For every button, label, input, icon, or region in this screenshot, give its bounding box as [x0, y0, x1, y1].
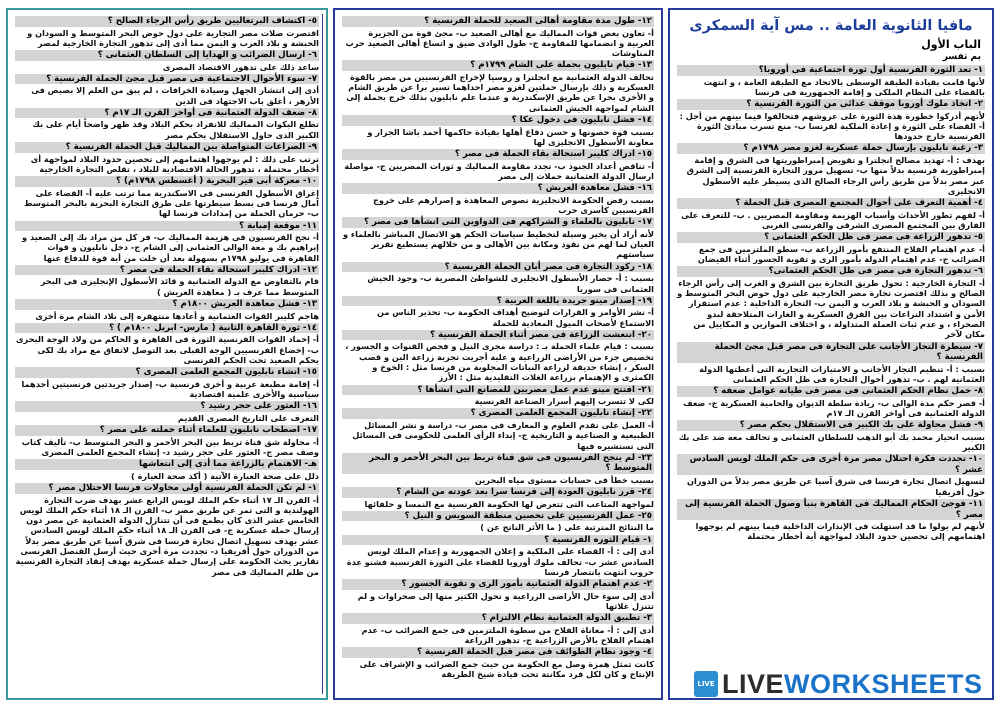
qa-item [15, 323, 319, 365]
qa-item [342, 60, 654, 113]
qa-item [677, 65, 985, 97]
qa-item [677, 232, 985, 264]
answer-text: أ- تناقص أعداد الجنود ب- تجدد مقاومة المماليك و ثورات المصريين ج- مواصلة ارسال الدولة العثمانية حملات إلى مصر [344, 160, 654, 181]
question-heading: ٢١- افتتح مينو عدم عمل مصريين للمصانع التى انشأها ؟ [342, 385, 654, 396]
question-heading: ١١- فوجئ الحكام المماليك فى القاهرة بنبأ وصول الحملة الفرنسية إلى مصر ؟ [677, 499, 985, 520]
question-heading: ١٥- انشاء نابليون المجمع العلمى المصرى ؟ [15, 367, 319, 378]
question-heading: ٦- تدهور التجارة فى مصر فى ظل الحكم العثمانى؟ [677, 266, 985, 277]
answer-text: هاجم كليبر القوات العثمانية و أعادها منتهقره إلى بلاد الشام مرة أخرى [35, 310, 319, 321]
qa-item [15, 265, 319, 297]
logo-text [722, 669, 983, 700]
question-heading: ٦- ارسال الضرائب و الهدايا إلى السلطان العثمانى ؟ [15, 50, 319, 61]
answer-text: بسبب : أ- تنظيم التجار الأجانب و الامتيازات التجارية التى أعطتها الدولة العثمانية لهم . ب- تدهور أحوال التجارة فى ظل الحكم العثمانى [699, 363, 985, 384]
question-heading: ٤- وجود نظام الطوائف فى مصر قبل الحملة الفرنسية ؟ [342, 647, 654, 658]
question-heading: ١٧- نابليون بالعلماء و الشراكهم فى الدواوين التى انشأها فى مصر ؟ [342, 217, 654, 228]
question-heading: ١٧- اصطحاب نابليون للعلماء أثناء حملته على مصر ؟ [15, 425, 319, 436]
answer-text: ما النتائج المترتبة على ( ما الأثر الناتج عن ) [480, 522, 654, 533]
qa-list [342, 16, 654, 679]
qa-item [342, 385, 654, 407]
question-heading: ١٦- فشل معاهدة العريش ؟ [342, 183, 654, 194]
qa-item [342, 408, 654, 450]
badge-text: LIVE [697, 680, 715, 688]
question-heading: ٢- اتخاذ ملوك أوروبا موقف عدائى من الثورة الفرنسية ؟ [677, 99, 985, 110]
liveworksheets-logo [694, 670, 994, 698]
qa-item [15, 459, 319, 481]
qa-item [15, 74, 319, 106]
qa-item [15, 176, 319, 218]
qa-item [15, 16, 319, 48]
qa-item [15, 299, 319, 321]
question-heading: ٢٠- انتعشت الزراعة فى مصر أثناء الحملة الفرنسية ؟ [342, 330, 654, 341]
qa-item [342, 217, 654, 259]
question-heading: ١٢- ادراك كليبر استحالة بقاء الحملة فى مصر ؟ [15, 265, 319, 276]
qa-item [15, 425, 319, 457]
question-heading: ٧- سيطرة التجار الأجانب على التجارة فى مصر قبل مجئ الحملة الفرنسية ؟ [677, 342, 985, 363]
answer-text: أدى إلى : أ- القضاء على الملكية و إعلان الجمهورية و إعدام الملك لويس السادس عشر ب- تحالف ملوك أوروبا للقضاء على الثورة الفرنسية فشنو عدة حروب انتهت بانتصار فرنسا [346, 546, 654, 577]
question-heading: ١- تعد الثورة الفرنسية أول ثورة اجتماعية فى أوروبا؟ [677, 65, 985, 76]
qa-item [677, 420, 985, 452]
answer-text: أ- قصر حكم مدة الوالى ب- زيادة سلطة الديوان والحامية العسكرية ج- ضعف الدولة العثمانية فى أواخر القرن الـ ١٧م [683, 397, 985, 419]
answer-text: لأنها قامت بقيادة الطبقة الوسطى بالاتحاد مع الطبقة العامة ، و انتهت بالقضاء على النظام الملكى و إقامة الجمهورية فى فرنسا [703, 76, 985, 97]
qa-item [677, 386, 985, 418]
question-heading: ٢٢- إنشاء نابليون المجمع العلمى المصرى ؟ [342, 408, 654, 419]
qa-item [677, 499, 985, 542]
answer-text: أدى إلى انتشار الجهل وسيادة الخرافات ، لم يبق من العلم إلا بصيص فى الأزهر ، أغلق باب الاجتهاد فى الدين [31, 85, 319, 106]
chapter-heading: الباب الأول [921, 38, 981, 51]
question-heading: ١٣- قيام نابليون بحملة على الشام ١٧٩٩م ؟ [342, 60, 654, 71]
right-column [668, 8, 994, 700]
answer-text: ترتب على ذلك : لم يوجهوا اهتمامهم إلى تحصين حدود البلاد لمواجهة أى أخطار محتملة ، تدهور الحالة الاقتصادية للبلاد ، تقلص التجارة الخارجية [30, 153, 319, 174]
answer-text: بهدف : أ- تهديد مصالح انجلترا و تقويض إمبراطوريتها فى الشرق و إقامة إمبراطورية فرنسية بدلاً منها ب- تسهيل مرور التجارة الفرنسية إلى الشرق عبر مصر بدلاً من طريق رأس الرجاء الصالح الذى يسيطر عليه الأسطول الانجليزى [686, 154, 985, 196]
answer-text: أ- القرن الـ ١٧ أثناء حكم الملك لويس الرابع عشر بهدف ضرب التجارة الهولندية و التى تمر عن طريق مصر ب- القرن الـ ١٨ أثناء حكم الملك لويس الخامس عشر الذى كان يطمع فى أن تتنازل الدولة العثمانية عن مصر دون إرسال حملة عسكرية ج- فى القرن الـ ١٨ أثناء حكم الملك لويس السادس عشر بهدف تسهيل اتصال تجارة فرنسا فى شرق آسيا عن طريق مصر بدلاً من الدوران حول أفريقيا د- تجددت مرة أخرى حيث أرسل القنصل الفرنسى تقارير يحث الحكومة على إرسال حملة عسكرية بهدف إنقاذ التجارة الفرنسية من ظلم المماليك فى مصر [15, 494, 319, 577]
qa-item [677, 454, 985, 497]
column-divider [322, 14, 323, 694]
logo-text-live: LIVE [722, 668, 785, 699]
answer-text: كانت تمثل همزة وصل مع الحكومة من حيث جمع الضرائب و الإشراف على الإنتاج و كان لكل فرد مكانتة تحت قيادة شيخ الطريقة [359, 658, 654, 680]
answer-text: إغراق الأسطول الفرنسى فى الاسكندرية مما ترتب عليه أ- القضاء على آمال فرنسا فى بسط سيطرتها على طرق التجارة البحرية بالبحر المتوسط ب- حرمان الحملة من إمدادات فرنسا لها [24, 187, 319, 219]
answer-text: اقتصرت صلات مصر التجارية على دول حوض البحر المتوسط و السودان و الحبشة و بلاد العرب و اليمن مما أدى إلى تدهور التجارة الخارجية لمصر [27, 27, 319, 48]
qa-item [342, 613, 654, 645]
question-heading: ٢٥- عمل الفرنسيين على تحصين منطقة السويس و النيل ؟ [342, 511, 654, 522]
qa-item [342, 296, 654, 328]
answer-text: تحالف الدولة العثمانية مع انجلترا و روسيا لإخراج الفرنسيين من مصر بالقوة العسكرية و ذلك بإرسال حملتين لغزو مصر احداهما تسير برا عن طريق الشام و الأخرى بحرا عن طريق الإسكندرية و عندما علم نابليون بذلك خرج بحملة إلى الشام لمواجهة الجيش العثمانى [346, 71, 654, 113]
question-heading: ١٨- ركود التجارة فى مصر أبان الحملة الفرنسية ؟ [342, 262, 654, 273]
qa-list [15, 16, 319, 577]
qa-item [15, 221, 319, 263]
answer-text: بسبب : أ- حصار الأسطول الانجليزى للشواطئ المصرية ب- وجود الجيش العثمانى فى سوريا [367, 273, 654, 294]
qa-item [677, 198, 985, 230]
answer-text: ساعد ذلك على تدهور الاقتصاد المصرى [162, 61, 319, 72]
answer-text: لمواجهة المتاعب التى تتعرض لها الحكومة الفرنسية مع النمسا و حلفائها [364, 498, 654, 509]
answer-text: التعرف على التاريخ المصرى القديم [177, 412, 319, 423]
question-heading: ٨- حمل نظام الحكم العثمانى فى مصر فى طياته عوامل ضعفه ؟ [677, 386, 985, 397]
liveworksheets-badge-icon [694, 671, 718, 697]
question-heading: ٤- أهمية التعرف على أحوال المجتمع المصرى قبل الحملة ؟ [677, 198, 985, 209]
question-heading: ١٣- فشل معاهدة العريش ١٨٠٠م ؟ [15, 299, 319, 310]
answer-text: بسبب قوة حصونها و حسن دفاع أهلها بقيادة حاكمها أحمد باشا الجزار و معاونة الأسطول الانجليزى لها [367, 126, 654, 147]
qa-item [342, 262, 654, 294]
qa-item [677, 143, 985, 196]
qa-item [15, 142, 319, 174]
question-heading: ٣- تطبيق الدولة العثمانية نظام الالتزام ؟ [342, 613, 654, 624]
qa-item [342, 647, 654, 679]
answer-text: أدى إلى : أ- معاناة الفلاح من سطوة الملتزمين فى جمع الضرائب ب- عدم اهتمام الفلاح بالأرض الزراعية ج- تدهور الزراعة [361, 624, 654, 645]
answer-text: بسبب خطأ فى حسابات مستوى مياه البحرين [474, 474, 654, 485]
qa-item [342, 487, 654, 509]
qa-item [342, 511, 654, 533]
answer-text: أ- تعاون بعض قوات المماليك مع أهالى الصعيد ب- مجئ قوة من الجزيرة العربية و انضمامها للمقاومة ج- طول الوادى ضيق و اتساع أهالى الصعيد حرب المناوشات [345, 27, 654, 59]
question-heading: ٢- عدم اهتمام الدولة العثمانية بأمور الرى و تقوية الجسور ؟ [342, 579, 654, 590]
question-heading: ١٠- معركة أبى قير البحرية ( أغسطس ١٧٩٨م) ؟ [15, 176, 319, 187]
answer-text: لأنهم لم يولوا ما قد استهلت فى الإنذارات الداخلية فيما بينهم لم يوجهوا اهتمامهم إلى تحصين حدود البلاد لمواجهة أية أخطار محتملة [695, 521, 985, 542]
answer-text: لتسهيل اتصال تجارة فرنسا فى شرق آسيا عن طريق مصر بدلاً من الدوران حول أفريقيا [686, 476, 985, 497]
answer-text: بسبب رفض الحكومة الانجليزية نصوص المعاهدة و إصرارهم على خروج الفرنسيين كأسرى حرب [372, 194, 654, 216]
question-heading: ٣- رغبة نابليون بإرسال حملة عسكرية لغزو مصر ١٧٩٨م ؟ [677, 143, 985, 154]
qa-item [677, 266, 985, 339]
qa-item [342, 115, 654, 147]
question-heading: ١٦- العثور على حجر رشيد ؟ [15, 401, 319, 412]
question-heading: ١١- موقعة إمبابة ؟ [15, 221, 319, 232]
qa-item [15, 483, 319, 577]
question-heading: ٥- تدهور الزراعة فى مصر فى ظل الحكم العثمانى ؟ [677, 232, 985, 243]
qa-item [342, 579, 654, 611]
qa-item [15, 401, 319, 423]
qa-item [342, 453, 654, 485]
answer-text: أ- إقامة مطبعة عربية و أخرى فرنسية ب- إصدار جريدتين فرنسيتين أحدهما سياسية والأخرى علمية اقتصادية [21, 378, 319, 400]
qa-item [15, 108, 319, 140]
qa-item [342, 149, 654, 181]
answer-text: أ- عدم اهتمام الفلاح المنتفع بأمور الزراعة ب- سطو الملتزمين فى جمع الضرائب ج- عدم اهتمام الدولة بأمور الرى و تقوية الجسور أثناء الفيضان [697, 243, 985, 265]
answer-text: قام بالتفاوض مع الدولة العثمانية و قائد الأسطول الإنجليزى فى البحر المتوسط مما عرف بـ ( معاهدة العريش ) [40, 276, 319, 297]
qa-item [15, 367, 319, 399]
question-heading: ٩- فشل محاولة على بك الكبير فى الاستقلال بحكم مصر ؟ [677, 420, 985, 431]
answer-text: دلل على صحة العبارة الآتية ( أكد صحة العبارة ) [130, 470, 319, 481]
question-heading: ١٤- فشل نابليون فى دخول عكا ؟ [342, 115, 654, 126]
middle-column [333, 8, 663, 700]
answer-text: تطلع البكوات المماليك للانفراد بحكم البلاد وقد ظهر واضحاً أيام على بك الكبير الذى حاول الاستقلال بحكم مصر [32, 119, 319, 140]
answer-text: لأنهم أدركوا خطورة هذة الثورة على عروشهم فتحالفوا فيما بينهم من أجل : أ- القضاء على الثورة و إعادة الملكية لفرنسا ب- منع تسرب مبادئ الثورة الفرنسية خارج حدودها [679, 110, 985, 142]
page-title: مافيا الثانوية العامة .. مس آية السمكرى [689, 18, 973, 34]
question-heading: ٧- سوء الأحوال الاجتماعية فى مصر قبل مجئ الحملة الفرنسية ؟ [15, 74, 319, 85]
qa-list [677, 65, 985, 542]
answer-text: بسبب : قيام علماء الحملة بـ : دراسة مجرى النيل و فحص القنوات و الجسور ، تخصيص جزء من الأراضى الزراعية و علية أجريت تجربة زراعة البن و قصب السكر ، إنشاء حديقة لزراعة النباتات المجلوبة من فرنسا مثل : الخوخ و الكمثرى و الإهتمام بزراعة الغلات التقليدية مثل : الأرز [345, 341, 654, 383]
answer-text: أ- العمل على تقدم العلوم و المعارف فى مصر ب- دراسة و نشر المسائل الطبيعية و الصناعية و التاريخية ج- إبداء الرأى العلمى للحكومى فى المسائل التى تستشيره فيها [352, 419, 654, 451]
qa-item [342, 183, 654, 215]
question-heading: ١٩- إصدار مينو جريدة باللغة العربية ؟ [342, 296, 654, 307]
qa-item [677, 99, 985, 141]
answer-text: لأنه أراد أن يخير وسيلة لتخطيط سياسات الحكم هو الاتصال المباشر بالعلماء و العيان لما لهم من نفوذ ومكانة بين الأهالى و من خلالهم يستطيع تقرير سياستهم [342, 228, 654, 260]
qa-item [342, 330, 654, 383]
question-heading: ١- قيام الثوره الفرنسية ؟ [342, 535, 654, 546]
answer-text: أ- إخماد القوات الفرنسية الثورة فى القاهرة و الحاكم من ولاد الوجة البحرى ب- إخضاع الفرنسيين الوجة القبلى بعد التوصل لاتفاق مع مراد بك لكى يحكم الصعيد تحت الحكم الفرنسى [16, 334, 319, 365]
qa-item [342, 535, 654, 577]
answer-text: لكى لا تتسرب إليهم أسرار الصناعة الفرنسية [474, 396, 654, 407]
question-heading: ٥- اكتشاف البرتغاليين طريق رأس الرجاء الصالح ؟ [15, 16, 319, 27]
answer-text: أدى إلى سوء حال الأراضى الزراعية و تحول الكثير منها إلى صحراوات و لم تتنزل غلاتها [357, 590, 654, 611]
question-heading: ١٤- ثورة القاهرة الثانية ( مارس- ابريل ١٨٠٠م ) ؟ [15, 323, 319, 334]
question-heading: ١- لم تكن الحملة الفرنسية أولى محاولات فرنسا الاحتلال مصر ؟ [15, 483, 319, 494]
qa-item [15, 50, 319, 72]
answer-text: أ- محاولة شق قناة تربط بين البحر الأحمر و البحر المتوسط ب- تأليف كتاب وصف مصر ج- العثور على حجر رشيد د- إنشاء المجمع العلمى المصرى [21, 436, 319, 457]
answer-text: أ- نشر الأوامر و القرارات لتوضيح أهداف الحكومة ب- تحذير الناس من الاستماع لأصحاب الميول المعادية للحملة [376, 307, 654, 328]
logo-text-worksheets: WORKSHEETS [784, 668, 983, 699]
question-heading: هـ- الاهتمام بالزراعة مما أدى إلى انتعاشها [15, 459, 319, 470]
section-intro: بم تفسر [942, 52, 981, 62]
qa-item [677, 342, 985, 385]
question-heading: ٩- الصراعات المتواصلة بين المماليك قبل الحملة الفرنسية ؟ [15, 142, 319, 153]
question-heading: ٢٣- لم ينجح الفرنسيون فى شق قناة تربط بين البحر الأحمر و البحر المتوسط ؟ [342, 453, 654, 474]
question-heading: ١٥- ادراك كليبر استحالة بقاء الحملة فى مصر ؟ [342, 149, 654, 160]
answer-text: بسبب انحياز محمد بك أبو الدهب للسلطان العثمانى و تحالف معه ضد على بك الكبير [678, 431, 985, 453]
question-heading: ١٠- تجددت فكرة احتلال مصر مرة أخرى فى حكم الملك لويس السادس عشر ؟ [677, 454, 985, 475]
answer-text: أ- نجح الفرنسيون فى هزيمة المماليك ب- فر كل من مراد بك إلى الصعيد و إبراهيم بك و معة الوالى العثمانى إلى الشام ج- دخل نابليون و قوات القاهرة فى يوليو ١٧٩٨م بسهولة بعد أن خلت من أية قوة للدفاع عنها [22, 232, 319, 263]
question-heading: ٢٤- قرر نابليون العودة إلى فرنسا سرا بعد عودته من الشام ؟ [342, 487, 654, 498]
question-heading: ٨- ضعف الدولة العثمانية فى أواخر القرن الـ ١٧م ؟ [15, 108, 319, 119]
answer-text: أ- التجارة الخارجية : تحول طريق التجارة بين الشرق و الغرب إلى رأس الرجاء الصالح و بذلك اقتصرت تجارة مصر الخارجية على دول حوض البحر المتوسط و السودان و الحبشة و بلاد العرب و اليمن ب- التجارة الداخلية : عدم استقرار الأمن و اشتداد النزاعات بين الفرق العسكرية و الغارات المتلاحقة لبدو الصحراء ، و عدم ثبات العملة المتداولة ، و اختلاف الموازين و المكاييل من مكان لآخر [677, 277, 985, 340]
qa-item [342, 16, 654, 58]
question-heading: ١٢- طول مدة مقاومة أهالى الصعيد للحملة الفرنسية ؟ [342, 16, 654, 27]
left-column [6, 8, 328, 700]
answer-text: أ- لفهم تطور الأحداث وأسباب الهزيمة ومقاومة المصريين . ب- للتعرف على الفارق بين المجتمع المصرى الشرقى والفرنسى الغربى [681, 209, 985, 230]
